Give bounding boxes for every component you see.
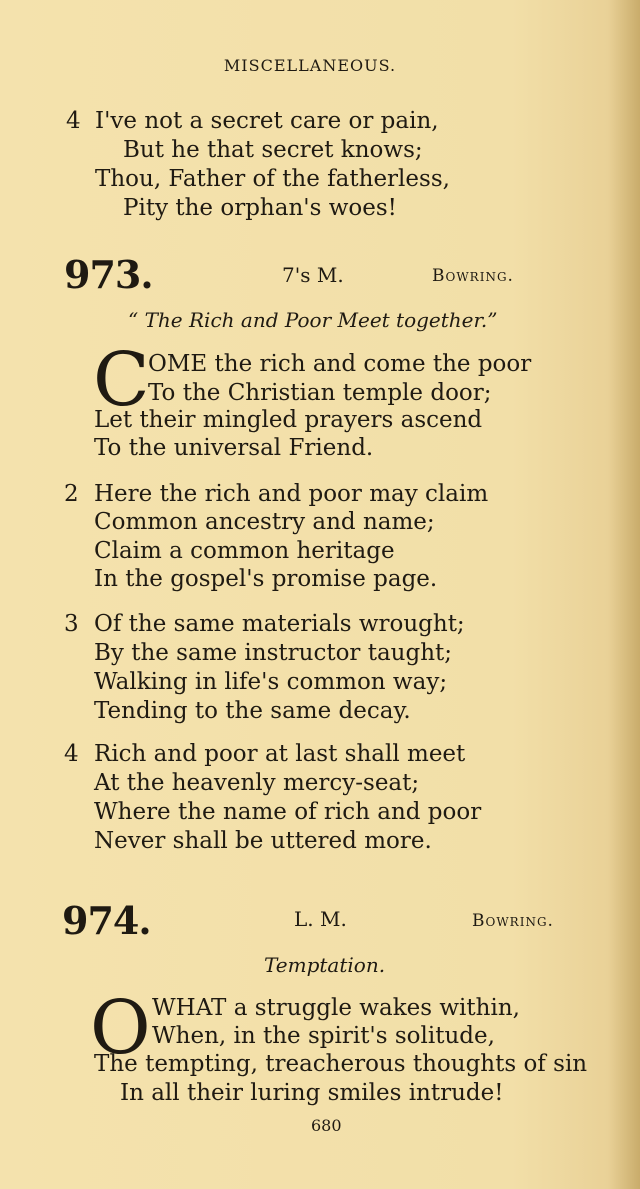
verse-line: In all their luring smiles intrude! [120, 1080, 504, 1106]
hymn-meter: L. M. [294, 907, 347, 931]
verse-line: Never shall be uttered more. [94, 828, 432, 854]
hymn-number: 973. [64, 252, 153, 297]
hymn-subtitle: “ The Rich and Poor Meet together.” [128, 308, 498, 332]
hymn-author: Bowring. [472, 911, 554, 931]
page-number: 680 [311, 1116, 342, 1135]
stanza-number: 4 [66, 108, 81, 134]
hymn-number: 974. [62, 898, 151, 943]
hymn-subtitle: Temptation. [264, 953, 386, 977]
stanza-number: 2 [64, 481, 79, 507]
verse-line: I've not a secret care or pain, [95, 108, 439, 134]
running-header: MISCELLANEOUS. [223, 56, 397, 75]
verse-line: Tending to the same decay. [94, 698, 411, 724]
verse-line: Walking in life's common way; [94, 669, 448, 695]
drop-cap: C [93, 337, 150, 423]
verse-line: Thou, Father of the fatherless, [95, 166, 450, 192]
hymn-author: Bowring. [432, 266, 514, 286]
verse-line: OME the rich and come the poor [148, 351, 532, 377]
verse-line: Where the name of rich and poor [94, 799, 482, 825]
verse-line: Rich and poor at last shall meet [94, 741, 466, 767]
verse-line: When, in the spirit's solitude, [152, 1023, 495, 1049]
verse-line: To the universal Friend. [94, 435, 374, 461]
verse-line: Common ancestry and name; [94, 509, 435, 535]
stanza-number: 4 [64, 741, 79, 767]
drop-cap: O [90, 985, 151, 1071]
verse-line: By the same instructor taught; [94, 640, 453, 666]
hymn-meter: 7's M. [282, 263, 344, 287]
stanza-number: 3 [64, 611, 79, 637]
verse-line: In the gospel's promise page. [94, 566, 438, 592]
verse-line: Let their mingled prayers ascend [94, 407, 483, 433]
verse-line: To the Christian temple door; [148, 380, 492, 406]
verse-line: But he that secret knows; [123, 137, 423, 163]
verse-line: Claim a common heritage [94, 538, 395, 564]
verse-line: Pity the orphan's woes! [123, 195, 397, 221]
verse-line: At the heavenly mercy-seat; [94, 770, 420, 796]
verse-line: Here the rich and poor may claim [94, 481, 489, 507]
verse-line: Of the same materials wrought; [94, 611, 465, 637]
verse-line: The tempting, treacherous thoughts of sin [94, 1051, 588, 1077]
verse-line: WHAT a struggle wakes within, [152, 995, 520, 1021]
